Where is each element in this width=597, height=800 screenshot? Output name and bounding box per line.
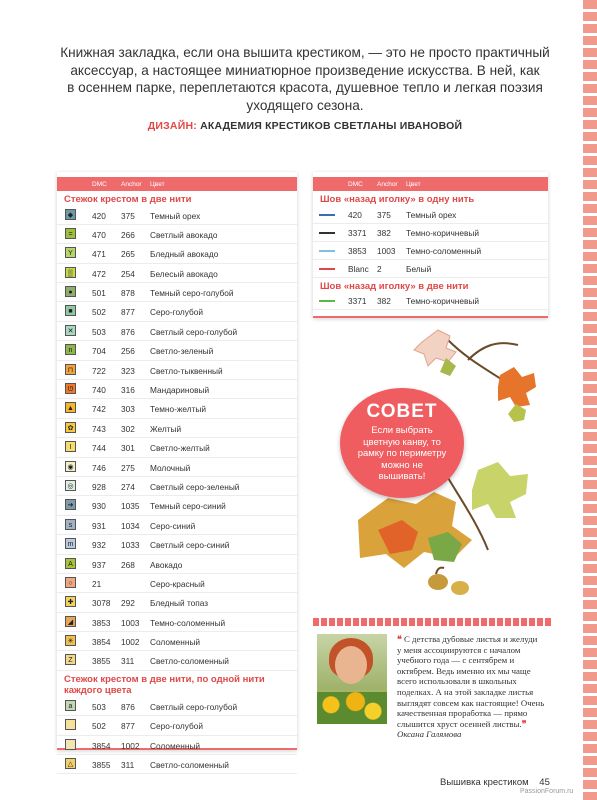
header-anchor: Anchor	[377, 181, 398, 188]
cell-color-name: Серо-синий	[150, 520, 196, 531]
design-name: АКАДЕМИЯ КРЕСТИКОВ СВЕТЛАНЫ ИВАНОВОЙ	[200, 120, 463, 132]
tip-title: СОВЕТ	[366, 401, 438, 422]
cell-dmc: 470	[92, 229, 106, 240]
quote-line: учебного года — с сентябрем и	[397, 655, 515, 666]
tip-line: рамку по периметру	[357, 448, 447, 459]
cell-color-name: Белесый авокадо	[150, 268, 218, 279]
cell-dmc: 503	[92, 701, 106, 712]
section-title: Стежок крестом в две нити, по одной нити каждого цвета	[64, 673, 265, 697]
stitch-symbol-icon: △	[65, 758, 76, 769]
backstitch-line-icon	[319, 268, 335, 270]
stitch-symbol-icon: A	[65, 558, 76, 569]
cell-color-name: Соломенный	[150, 740, 201, 751]
table-row	[57, 419, 297, 438]
intro-line: в осеннем парке, переплетаются красота, душевное тепло и легкая поэзия	[67, 80, 543, 95]
close-quote-icon: ❞	[521, 718, 527, 729]
tip-line: можно не	[381, 459, 423, 471]
open-quote-icon: ❝	[397, 634, 402, 644]
table-row	[57, 632, 297, 651]
stitch-symbol-icon	[65, 739, 76, 750]
header-color: Цвет	[406, 181, 421, 188]
stitch-symbol-icon: n	[65, 344, 76, 355]
cell-color-name: Светло-тыквенный	[150, 365, 223, 376]
table-row	[57, 283, 297, 302]
stitch-symbol-icon: ◢	[65, 616, 76, 627]
intro-line: Книжная закладка, если она вышита крестиком, — это не просто практичный	[60, 45, 550, 60]
table-row	[57, 244, 297, 263]
cell-dmc: 932	[92, 540, 106, 551]
cell-anchor: 275	[121, 462, 135, 473]
quote-line: качественная проработка — прямо	[397, 708, 528, 719]
quote-author: Оксана Галямова	[397, 729, 462, 740]
cell-anchor: 1003	[121, 617, 140, 628]
cell-anchor: 266	[121, 229, 135, 240]
stitch-symbol-icon: ᘎ	[65, 383, 76, 394]
table-row	[57, 613, 297, 632]
quote-line: С детства дубовые листья и желуди	[403, 634, 538, 644]
author-quote	[313, 618, 553, 758]
table-row	[57, 380, 297, 399]
cell-dmc: 3371	[348, 296, 367, 306]
table-row	[57, 225, 297, 244]
header-color: Цвет	[150, 181, 165, 188]
cell-dmc: 930	[92, 501, 106, 512]
section-title: Стежок крестом в две нити	[64, 194, 192, 205]
stitch-symbol-icon: s	[65, 519, 76, 530]
cell-color-name: Темно-коричневый	[406, 227, 479, 238]
decorative-border	[313, 618, 553, 626]
cell-anchor: 1033	[121, 540, 140, 551]
cell-color-name: Бледный авокадо	[150, 249, 219, 260]
cell-color-name: Темно-соломенный	[406, 245, 482, 256]
cell-anchor: 876	[121, 701, 135, 712]
design-credit	[40, 120, 570, 132]
cell-anchor: 1003	[377, 245, 396, 256]
cross-stitch-key-table	[57, 172, 297, 771]
cell-anchor: 268	[121, 559, 135, 570]
table-row	[57, 716, 297, 735]
stitch-symbol-icon: ■	[65, 305, 76, 316]
cell-color-name: Бледный топаз	[150, 598, 209, 609]
table-header	[313, 177, 548, 191]
tip-line: вышивать!	[378, 471, 426, 482]
cell-anchor: 375	[121, 210, 135, 221]
cell-dmc: 471	[92, 249, 106, 260]
header-dmc: DMC	[348, 181, 363, 188]
page-footer	[440, 777, 550, 788]
table-row	[57, 477, 297, 496]
cell-dmc: 3855	[92, 760, 111, 771]
cell-anchor: 274	[121, 481, 135, 492]
cell-color-name: Светлый серо-зеленый	[150, 481, 240, 492]
cell-anchor: 311	[121, 656, 135, 667]
cell-dmc: 420	[92, 210, 106, 221]
cell-anchor: 1002	[121, 637, 140, 648]
stitch-symbol-icon: ▲	[65, 402, 76, 413]
cell-dmc: 3854	[92, 637, 111, 648]
table-row	[313, 260, 548, 278]
cell-anchor: 2	[377, 263, 382, 274]
stitch-symbol-icon: Y	[65, 247, 76, 258]
cell-color-name: Темно-желтый	[150, 404, 207, 415]
table-row	[57, 206, 297, 225]
section-title: Шов «назад иголку» в две нити	[320, 280, 469, 292]
stitch-symbol-icon: ▒	[65, 267, 76, 278]
key-rows	[313, 206, 548, 278]
quote-line: у меня ассоциируются с началом	[397, 644, 521, 655]
cell-dmc: 21	[92, 578, 102, 589]
watermark: PassionForum.ru	[520, 788, 574, 795]
cell-color-name: Темный серо-голубой	[150, 288, 234, 299]
stitch-symbol-icon: ➜	[65, 499, 76, 510]
photo-face	[335, 646, 367, 684]
cell-anchor: 1034	[121, 520, 140, 531]
cell-dmc: 501	[92, 288, 106, 299]
intro-line: аксессуар, а настоящее миниатюрное произведение искусства. В ней, как	[70, 62, 540, 78]
stitch-symbol-icon: ●	[65, 286, 76, 297]
cell-anchor: 375	[377, 209, 391, 220]
stitch-symbol-icon: ✚	[65, 596, 76, 607]
stitch-symbol-icon: ✳	[65, 635, 76, 646]
cell-dmc: 740	[92, 385, 106, 396]
cell-anchor: 382	[377, 227, 391, 238]
cell-dmc: Blanc	[348, 263, 369, 274]
key-rows	[57, 206, 297, 671]
cell-anchor: 878	[121, 288, 135, 299]
cell-dmc: 420	[348, 209, 362, 220]
table-row	[57, 555, 297, 574]
header-anchor: Anchor	[121, 181, 142, 188]
stitch-symbol-icon: ◉	[65, 461, 76, 472]
cell-anchor: 311	[121, 760, 135, 771]
cell-color-name: Серо-голубой	[150, 721, 203, 732]
cell-dmc: 503	[92, 326, 106, 337]
cell-dmc: 928	[92, 481, 106, 492]
table-row	[57, 264, 297, 283]
section-title: Шов «назад иголку» в одну нить	[320, 194, 475, 205]
cell-dmc: 744	[92, 443, 106, 454]
cell-color-name: Белый	[406, 263, 432, 274]
table-row	[57, 438, 297, 457]
cell-color-name: Светло-зеленый	[150, 346, 214, 357]
cell-dmc: 3371	[348, 227, 367, 238]
backstitch-line-icon	[319, 232, 335, 234]
cell-color-name: Серо-голубой	[150, 307, 203, 318]
stitch-symbol-icon: ✿	[65, 422, 76, 433]
quote-text	[397, 634, 551, 740]
cell-dmc: 742	[92, 404, 106, 415]
cell-color-name: Светло-соломенный	[150, 760, 229, 771]
stitch-symbol-icon: ◎	[65, 480, 76, 491]
stitch-symbol-icon: a	[65, 700, 76, 711]
cell-anchor: 316	[121, 385, 135, 396]
table-row	[57, 651, 297, 670]
author-photo	[317, 634, 387, 724]
cell-color-name: Авокадо	[150, 559, 183, 570]
cell-dmc: 937	[92, 559, 106, 570]
table-row	[313, 242, 548, 260]
table-header	[57, 177, 297, 191]
table-row	[57, 302, 297, 321]
table-row	[57, 736, 297, 755]
cell-dmc: 3854	[92, 740, 111, 751]
stitch-symbol-icon: I	[65, 441, 76, 452]
cell-dmc: 3853	[92, 617, 111, 628]
header-dmc: DMC	[92, 181, 107, 188]
backstitch-line-icon	[319, 214, 335, 216]
design-prefix: ДИЗАЙН:	[147, 120, 197, 132]
tip-line: цветную канву, то	[363, 436, 441, 448]
table-row	[57, 593, 297, 612]
table-row	[57, 341, 297, 360]
table-row	[313, 206, 548, 224]
table-row	[57, 496, 297, 515]
quote-line: октябрем. Ведь именно их мы чаще	[397, 665, 531, 676]
cell-anchor: 265	[121, 249, 135, 260]
cell-anchor: 302	[121, 423, 135, 434]
intro-text	[55, 44, 555, 114]
key-rows	[57, 697, 297, 775]
cell-color-name: Молочный	[150, 462, 191, 473]
cell-anchor: 877	[121, 721, 135, 732]
cell-dmc: 746	[92, 462, 106, 473]
table-row	[57, 458, 297, 477]
cell-dmc: 472	[92, 268, 106, 279]
stitch-symbol-icon: =	[65, 228, 76, 239]
cell-color-name: Темный орех	[406, 209, 457, 220]
backstitch-key-table	[313, 172, 548, 318]
cell-color-name: Соломенный	[150, 637, 201, 648]
cell-color-name: Желтый	[150, 423, 182, 434]
photo-flowers	[317, 692, 387, 724]
table-row	[57, 697, 297, 716]
stitch-symbol-icon: ✕	[65, 325, 76, 336]
cell-dmc: 3078	[92, 598, 111, 609]
cell-color-name: Светло-соломенный	[150, 656, 229, 667]
cell-dmc: 722	[92, 365, 106, 376]
cell-color-name: Светлый серо-голубой	[150, 326, 238, 337]
cell-anchor: 323	[121, 365, 135, 376]
cell-anchor: 1035	[121, 501, 140, 512]
cell-dmc: 931	[92, 520, 106, 531]
cell-anchor: 292	[121, 598, 135, 609]
cell-anchor: 877	[121, 307, 135, 318]
tip-line: Если выбрать	[371, 425, 433, 436]
cell-color-name: Темно-коричневый	[406, 296, 479, 306]
cell-color-name: Светлый серо-голубой	[150, 701, 238, 712]
cell-color-name: Светлый авокадо	[150, 229, 218, 240]
stitch-symbol-icon: ◆	[65, 209, 76, 220]
intro-line: уходящего сезона.	[246, 97, 364, 113]
cell-color-name: Светлый серо-синий	[150, 540, 230, 551]
backstitch-line-icon	[319, 250, 335, 252]
table-row	[57, 574, 297, 593]
quote-line: поделках. А на этой закладке листья	[397, 686, 534, 697]
tip-badge	[340, 388, 464, 498]
backstitch-line-icon	[319, 300, 335, 302]
stitch-symbol-icon	[65, 719, 76, 730]
stitch-symbol-icon: Z	[65, 654, 76, 665]
cell-dmc: 743	[92, 423, 106, 434]
tip-text	[340, 425, 464, 483]
stitch-symbol-icon: m	[65, 538, 76, 549]
table-row	[57, 516, 297, 535]
table-row	[57, 361, 297, 380]
cell-color-name: Светло-желтый	[150, 443, 210, 454]
cell-anchor: 254	[121, 268, 135, 279]
cell-color-name: Мандариновый	[150, 385, 210, 396]
cell-color-name: Темный орех	[150, 210, 201, 221]
cell-color-name: Темно-соломенный	[150, 617, 226, 628]
quote-line: слышится хруст осенней листвы.	[397, 718, 522, 729]
table-row	[57, 755, 297, 774]
cell-anchor: 876	[121, 326, 135, 337]
table-row	[57, 399, 297, 418]
key-rows	[313, 292, 548, 310]
cell-dmc: 3853	[348, 245, 367, 256]
cell-dmc: 3855	[92, 656, 111, 667]
page-number: 45	[539, 777, 550, 788]
stitch-symbol-icon: ⊓	[65, 364, 76, 375]
cell-color-name: Серо-красный	[150, 578, 205, 589]
cell-anchor: 256	[121, 346, 135, 357]
magazine-title: Вышивка крестиком	[440, 777, 529, 788]
quote-line: всего использовали в школьных	[397, 676, 517, 687]
cell-anchor: 382	[377, 296, 391, 306]
cell-dmc: 704	[92, 346, 106, 357]
cell-color-name: Темный серо-синий	[150, 501, 226, 512]
cell-anchor: 1002	[121, 740, 140, 751]
decorative-stripe	[583, 0, 597, 800]
quote-line: выглядят совсем как настоящие! Очень	[397, 697, 545, 708]
table-row	[313, 224, 548, 242]
stitch-symbol-icon: ○	[65, 577, 76, 588]
cell-anchor: 303	[121, 404, 135, 415]
table-row	[57, 322, 297, 341]
cell-dmc: 502	[92, 721, 106, 732]
table-row	[57, 535, 297, 554]
cell-dmc: 502	[92, 307, 106, 318]
table-row	[313, 292, 548, 310]
cell-anchor: 301	[121, 443, 135, 454]
